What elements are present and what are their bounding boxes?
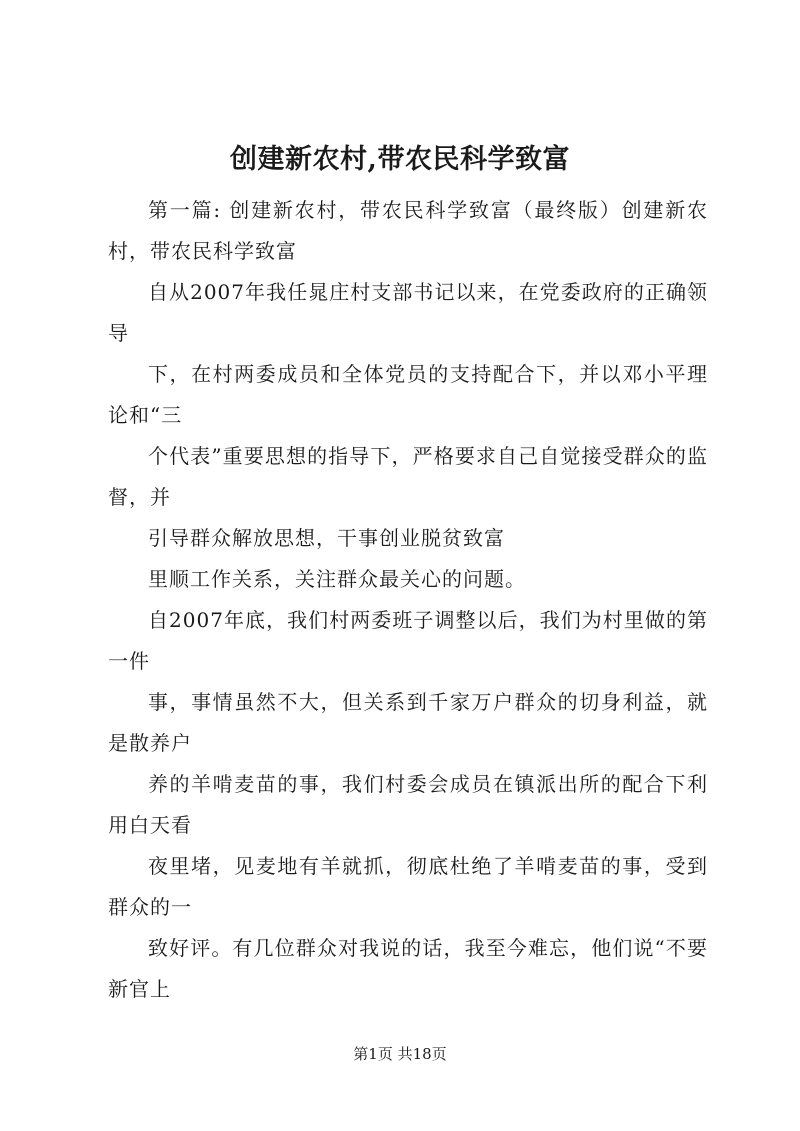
paragraph: 个代表”重要思想的指导下，严格要求自己自觉接受群众的监督，并	[108, 444, 708, 509]
paragraph: 自从2007年我任晁庄村支部书记以来，在党委政府的正确领导	[108, 280, 708, 345]
paragraph: 第一篇: 创建新农村，带农民科学致富（最终版）创建新农村，带农民科学致富	[108, 198, 708, 263]
paragraph: 下，在村两委成员和全体党员的支持配合下，并以邓小平理论和“三	[108, 362, 708, 427]
paragraph: 里顺工作关系，关注群众最关心的问题。	[148, 567, 526, 591]
paragraph: 致好评。有几位群众对我说的话，我至今难忘，他们说“不要新官上	[108, 936, 708, 1001]
paragraph: 夜里堵，见麦地有羊就抓，彻底杜绝了羊啃麦苗的事，受到群众的一	[108, 854, 708, 919]
paragraph: 引导群众解放思想，干事创业脱贫致富	[148, 526, 505, 550]
paragraph: 自2007年底，我们村两委班子调整以后，我们为村里做的第一件	[108, 608, 708, 673]
page-number-footer: 第1页 共18页	[353, 1045, 447, 1063]
document-title: 创建新农村,带农民科学致富	[230, 144, 570, 175]
paragraph: 事，事情虽然不大，但关系到千家万户群众的切身利益，就是散养户	[108, 690, 708, 755]
paragraph: 养的羊啃麦苗的事，我们村委会成员在镇派出所的配合下利用白天看	[108, 772, 708, 837]
document-body	[108, 190, 708, 1010]
